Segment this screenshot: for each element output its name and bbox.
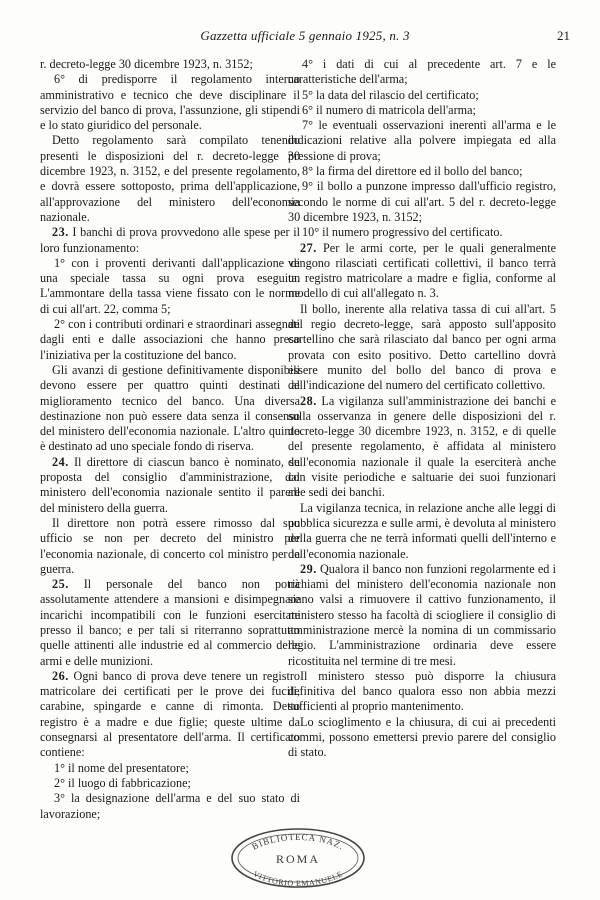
right-column [288, 57, 556, 761]
stamp-center-text: ROMA [275, 852, 321, 866]
list-item: 3° la designazione dell'arma e del suo stato di lavorazione; [40, 791, 300, 821]
article-text: Ogni banco di prova deve tenere un registro matricolare dei certificati per le prove dei fucili, carabine, spingarde e canne di rimonta. Detto registro è a madre e due figlie; queste ultime da consegnarsi al presentatore dell'arma. Il certificato contiene: [40, 668, 300, 760]
article-paragraph [40, 455, 300, 516]
list-item: 1° il nome del presentatore; [54, 760, 189, 775]
article-paragraph [40, 669, 300, 761]
article-number: 25. [52, 577, 69, 592]
left-column [40, 57, 300, 822]
page-header [40, 26, 570, 46]
list-item: 4° i dati di cui al precedente art. 7 e le caratteristiche dell'arma; [288, 57, 556, 87]
list-item: 2° il luogo di fabbricazione; [54, 775, 191, 790]
article-text: Qualora il banco non funzioni regolarmente ed i richiami del ministero dell'economia nazionale non siano valsi a rimuovere il cattivo funzionamento, il ministero stesso ha facoltà di sciogliere il consiglio di amministrazione mercè la nomina di un commissario regio. L'amministrazione ordinaria deve essere ricostituita nel termine di tre mesi. [288, 561, 557, 668]
list-item: 5° la data del rilascio del certificato; [302, 87, 479, 102]
paragraph: Il bollo, inerente alla relativa tassa di cui all'art. 5 del regio decreto-legge, sarà apposto sull'apposito cartellino che sarà rilasciato dal banco per ogni arma provata con esito positivo. Detto cartellino dovrà essere munito del bollo del banco di prova e dell'indicazione del numero del certificato collettivo. [288, 301, 556, 393]
article-number: 28. [300, 393, 317, 408]
paragraph: Il direttore non potrà essere rimosso dal suo ufficio se non per decreto del ministro per l'economia nazionale, di concerto col ministro per la guerra. [40, 515, 300, 576]
paragraph: Detto regolamento sarà compilato tenendo presenti le disposizioni del r. decreto-legge 30 dicembre 1923, n. 3152, e del presente regolamento, e dovrà essere sottoposto, prima dell'applicazione, all'approvazione del ministero dell'economia nazionale. [40, 133, 300, 224]
paragraph: Lo scioglimento e la chiusura, di cui ai precedenti commi, possono emettersi previo parere del consiglio di stato. [288, 714, 556, 760]
list-item: 8° la firma del direttore ed il bollo del banco; [302, 164, 523, 179]
list-item: 2° con i contributi ordinari e straordinari assegnati dagli enti e dalle associazioni che hanno preso l'iniziativa per la costituzione del banco. [40, 317, 300, 362]
article-text: Il direttore di ciascun banco è nominato, su proposta del consiglio d'amministrazione, dal ministero dell'economia nazionale sentito il parere del ministero della guerra. [40, 454, 300, 515]
article-text: La vigilanza sull'amministrazione dei banchi e sulla osservanza in genere delle disposizioni del r. decreto-legge 30 dicembre 1923, n. 3152, e di quelle del presente regolamento, è affidata al ministero dell'economia nazionale il quale la eserciterà anche con visite periodiche e saltuarie dei suoi funzionari alle sedi dei banchi. [288, 393, 556, 500]
list-item: 6° il numero di matricola dell'arma; [302, 102, 476, 117]
article-number: 23. [52, 225, 69, 240]
article-paragraph [40, 225, 300, 256]
list-item: 1° con i proventi derivanti dall'applicazione di una speciale tassa su ogni prova eseguita. L'ammontare della tassa viene fissato con le norme di cui all'art. 22, comma 5; [40, 255, 300, 316]
article-text: Per le armi corte, per le quali generalmente vengono rilasciati certificati collettivi, il banco terrà un registro matricolare a madre e figlia, conforme al modello di cui all'allegato n. 3. [288, 240, 556, 301]
article-text: I banchi di prova provvedono alle spese per il loro funzionamento: [40, 225, 300, 255]
library-stamp [228, 826, 368, 890]
list-item: 9° il bollo a punzone impresso dall'ufficio registro, secondo le norme di cui all'art. 5 del r. decreto-legge 30 dicembre 1923, n. 3152; [288, 179, 556, 224]
paragraph: r. decreto-legge 30 dicembre 1923, n. 3152; [40, 57, 253, 71]
article-number: 26. [52, 668, 69, 683]
library-stamp-seal [228, 826, 368, 890]
article-number: 27. [300, 240, 317, 255]
list-item: 10° il numero progressivo del certificato. [302, 225, 503, 240]
article-paragraph [288, 241, 556, 302]
gazette-title: Gazzetta ufficiale 5 gennaio 1925, n. 3 [200, 28, 410, 43]
list-item: 6° di predisporre il regolamento interno amministrativo e tecnico che deve disciplinare il servizio del banco di prova, l'assunzione, gli stipendi e lo stato giuridico del personale. [40, 72, 300, 133]
article-number: 29. [300, 561, 317, 576]
paragraph: La vigilanza tecnica, in relazione anche alle leggi di pubblica sicurezza e sulle armi, è devoluta al ministero della guerra che ne terrà informati quelli dell'interno e dell'economia nazionale. [288, 500, 556, 561]
page-number: 21 [557, 28, 570, 43]
stamp-top-text: BIBLIOTECA NAZ. [250, 831, 347, 852]
list-item: 7° le eventuali osservazioni inerenti all'arma e le indicazioni relative alla polvere impiegata ed alla pressione di prova; [288, 118, 556, 163]
article-text: Il personale del banco non potrà assolutamente attendere a mansioni e disimpegnare incarichi incompatibili con le funzioni esercitate presso il banco; e per tali si riterranno soprattutto quelle attinenti alle industrie ed al commercio delle armi e delle munizioni. [40, 577, 300, 668]
paragraph: Il ministero stesso può disporre la chiusura definitiva del banco qualora esso non abbia mezzi sufficienti al proprio mantenimento. [288, 668, 556, 714]
article-paragraph [288, 394, 556, 501]
article-paragraph [40, 577, 300, 669]
stamp-bottom-text: VITTORIO EMANUELE [251, 869, 345, 889]
paragraph: Gli avanzi di gestione definitivamente disponibili devono essere per quattro quinti destinati al miglioramento tecnico del banco. Una diversa destinazione non può essere data senza il consenso del ministero dell'economia nazionale. L'altro quinto è destinato ad uno speciale fondo di riserva. [40, 362, 300, 454]
article-number: 24. [52, 454, 69, 469]
article-paragraph [288, 562, 556, 669]
